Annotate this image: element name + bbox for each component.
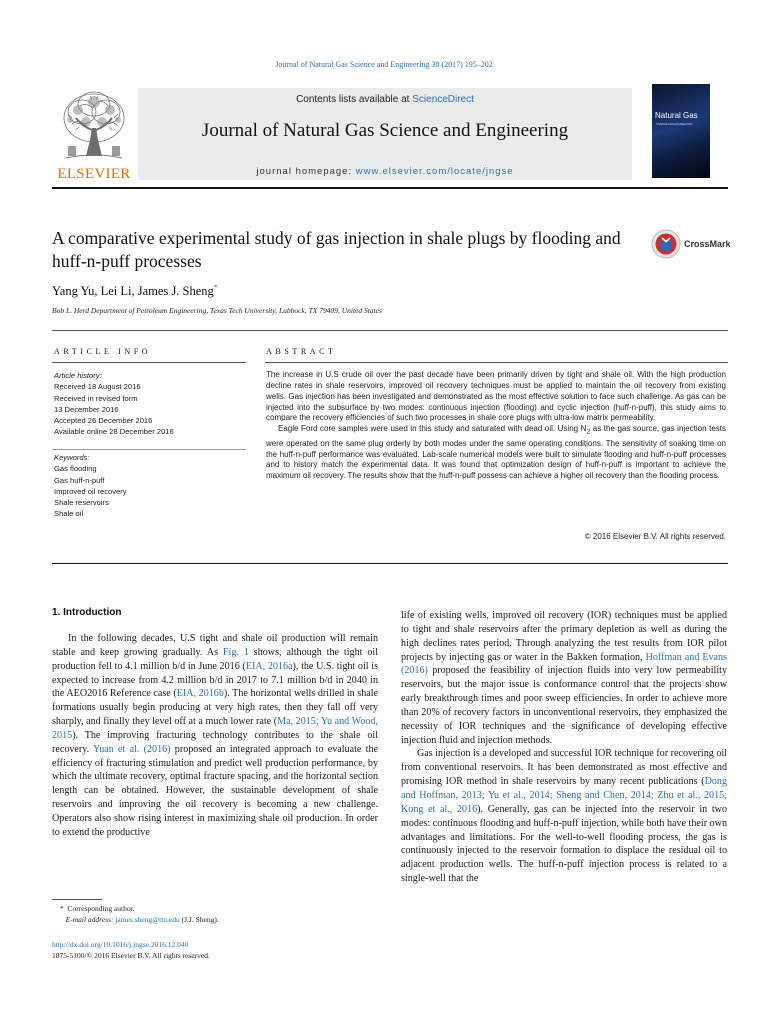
contents-prefix: Contents lists available at [296, 94, 413, 105]
keyword-item: Shale oil [54, 509, 84, 519]
header-divider [52, 187, 728, 189]
journal-title[interactable]: Journal of Natural Gas Science and Engineering [201, 120, 569, 141]
keyword-item: Gas huff-n-puff [54, 475, 105, 485]
body-text: life of existing wells, improved oil recovery (IOR) techniques must be applied to tight and shale reservoirs after the primary depletion as well as during the high declines rates period. Through analyzing the test results from IOR pilot projects by injecting gas or water in the Bakken formation, [401, 610, 727, 663]
abstract-body [266, 370, 726, 482]
email-suffix: (J.J. Sheng). [179, 915, 219, 924]
body-paragraph [401, 609, 727, 747]
body-text: Gas injection is a developed and successful IOR technique for recovering oil from conventional reservoirs. It has been demonstrated as most effective and promising IOR method in shale reservoirs by many recent publications ( [401, 748, 727, 788]
body-text: ). The horizontal wells drilled in shale formations usually begin producing at very high rates, then they fall off very sharply, and finally they level off at a much lower rate ( [52, 688, 379, 728]
footnote-mark: * [60, 904, 64, 913]
authors-names: Yang Yu, Lei Li, James J. Sheng [52, 284, 214, 299]
abstract-divider [265, 362, 728, 363]
body-text: ), the U.S. tight oil is expected to increase from 4.2 million b/d in 2017 to 7.1 million b/d in 2040 in the AEO2016 Reference case ( [52, 660, 378, 700]
doi-link[interactable]: http://dx.doi.org/10.1016/j.jngse.2016.12.040 [52, 940, 189, 949]
article-title: A comparative experimental study of gas injection in shale plugs by flooding and huff-n-puff processes [52, 228, 621, 271]
homepage-line [138, 166, 632, 177]
body-text: In the following decades, U.S tight and shale oil production will remain stable and keep growing gradually. As [52, 633, 378, 658]
abstract-text: Eagle Ford core samples were used in this study and saturated with dead oil. Using N [278, 424, 587, 434]
article-info-heading: ARTICLE INFO [54, 347, 152, 356]
abstract-text: as the gas source, gas injection tests were operated on the same plug orderly by both modes under the same operating conditions. The sensitivity of soaking time on the huff-n-puff performance was evaluated. Lab-scale numerical models were built to simulate flooding and huff-n-puff processes and to history match the experimental data. It was found that optimization design of huff-n-puff is important to achieve the maximum oil recovery. The results show that the huff-n-puff possess can achieve a higher oil recovery than the flooding process. [266, 424, 726, 481]
figure-link[interactable]: Fig. 1 [222, 646, 249, 658]
homepage-link[interactable]: www.elsevier.com/locate/jngse [355, 166, 514, 177]
history-item: Received in revised form [54, 393, 138, 403]
corresponding-author-mark[interactable]: * [213, 283, 218, 292]
abstract-paragraph: The increase in U.S crude oil over the past decade have been primarily driven by tight and shale oil. With the high production decline rates in shale reservoirs, improved oil recovery techniques must be applied to maintain the oil recovery from existing wells. Gas injection has been investigated and demonstrated as the most effective solution to face such challenge. As gas can be injected into the subsurface by two modes: continuous injection (flooding) and cyclic injection (huff-n-puff), this study aims to compare the recovery efficiencies of such two processes in shale core plugs with ultra-low matrix permeability. [266, 370, 726, 423]
abstract-copyright: © 2016 Elsevier B.V. All rights reserved. [584, 532, 726, 541]
body-text: proposed the feasibility of injection fluids into very low permeability reservoirs, but the major issue is conformance control that the projects show early breakthrough times and poor sweep efficiencies. In order to achieve more than 20% of recovery factors in unconventional reservoirs, they emphasized the necessity of IOR techniques and the significance of developing effective injection fluid and injection methods. [401, 665, 727, 746]
sciencedirect-link[interactable]: ScienceDirect [412, 94, 474, 105]
homepage-prefix: journal homepage: [256, 166, 356, 177]
history-item: Available online 28 December 2016 [54, 427, 174, 437]
abstract-paragraph [266, 424, 726, 482]
email-link[interactable]: james.sheng@ttu.edu [115, 915, 180, 924]
history-item: Accepted 26 December 2016 [54, 416, 153, 426]
citation-link[interactable]: EIA, 2016a [245, 660, 293, 672]
history-label: Article history: [54, 371, 102, 380]
crossmark-icon[interactable] [651, 229, 681, 259]
section-heading-introduction: 1. Introduction [52, 607, 122, 618]
contents-line [138, 94, 632, 105]
issn-line: 1875-5100/© 2016 Elsevier B.V. All rights reserved. [52, 951, 210, 960]
corresponding-author-note: Corresponding author. [67, 904, 135, 913]
journal-reference[interactable]: Journal of Natural Gas Science and Engineering 38 (2017) 195–202 [275, 60, 493, 69]
journal-cover-image[interactable] [652, 84, 710, 178]
article-info-divider [52, 362, 246, 363]
citation-link[interactable]: EIA, 2016b [176, 688, 224, 700]
email-label: E-mail address: [65, 915, 114, 924]
footnote-line [60, 914, 219, 925]
body-text: ). Generally, gas can be injected into the reservoir in two modes: continuous flooding and huff-n-puff injection, while both have their own advantages and limitations. For the well-to-well flooding process, the gas is continuously injected to the reservoir formation to displace the residual oil to adjacent production wells. The huff-n-puff injection process is related to a single-well that the [401, 803, 727, 885]
crossmark-label[interactable]: CrossMark [684, 239, 731, 249]
subscript: 2 [586, 428, 591, 436]
body-paragraph [52, 632, 378, 840]
citation-link[interactable]: Yuan et al. (2016) [93, 743, 171, 755]
keyword-item: Improved oil recovery [54, 486, 127, 496]
section-divider [52, 330, 728, 331]
body-text: proposed an integrated approach to evaluate the efficiency of fracturing stimulation and predict well production performance, by which the ultimate recovery, optimal fracture spacing, and the horizontal section length can be obtained. However, the sustainable development of shale reservoirs and improving the oil recovery is becoming a new challenge. Operators also show rising interest in maximizing shale oil production. In order to extend the productive [52, 743, 378, 838]
body-paragraph [401, 747, 727, 885]
affiliation: Bob L. Herd Department of Petroleum Engineering, Texas Tech University, Lubbock, TX 79409, United States [52, 306, 382, 315]
footnote-divider [52, 899, 102, 900]
footnote [60, 903, 219, 925]
cover-subtitle: SCIENCE AND ENGINEERING [656, 123, 693, 126]
cover-title: Natural Gas [655, 111, 698, 120]
citation-link[interactable]: Hoffman and Evans (2016) [401, 651, 727, 677]
body-column-left [52, 632, 378, 840]
keywords-divider [52, 449, 246, 450]
keyword-item: Shale reservoirs [54, 498, 109, 508]
citation-link[interactable]: Dong and Hoffman, 2013; Yu et al., 2014; Sheng and Chen, 2014; Zhu et al., 2015; Kong et al., 2016 [401, 776, 727, 815]
citation-link[interactable]: Ma, 2015; Yu and Wood, 2015 [52, 716, 378, 741]
history-item: Received 18 August 2016 [54, 382, 141, 392]
article-history [54, 370, 244, 438]
doi-block [52, 939, 210, 961]
keywords-list [54, 452, 244, 520]
abstract-heading: ABSTRACT [266, 347, 337, 356]
keyword-item: Gas flooding [54, 464, 97, 474]
body-divider [52, 563, 728, 564]
history-item: 13 December 2016 [54, 404, 119, 414]
author-list [52, 283, 218, 299]
body-text: ). The improving fracturing technology contributes to the shale oil recovery. [52, 729, 378, 755]
footnote-line [60, 903, 219, 914]
keywords-label: Keywords: [54, 453, 90, 462]
elsevier-wordmark: ELSEVIER [57, 166, 131, 182]
body-text: shows, although the tight oil production fell to 4.1 million b/d in June 2016 ( [52, 646, 378, 672]
body-column-right [401, 609, 727, 886]
